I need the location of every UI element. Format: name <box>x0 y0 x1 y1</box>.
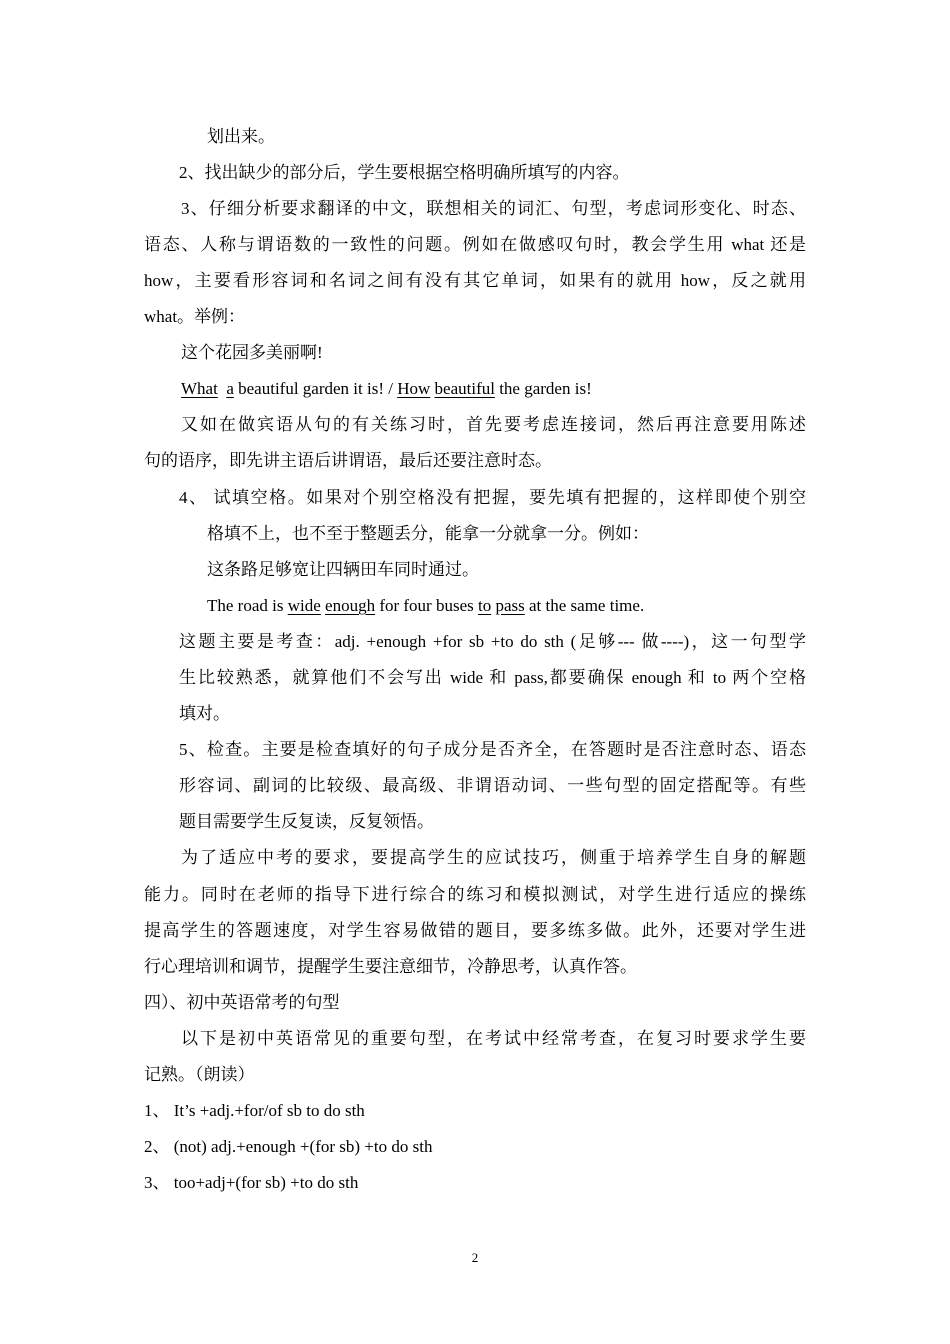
text-line: how，主要看形容词和名词之间有没有其它单词，如果有的就用 how，反之就用 <box>144 271 806 290</box>
text-line: 这个花园多美丽啊! <box>181 343 323 362</box>
example-text: at the same time. <box>524 596 645 615</box>
section-heading: 四）、初中英语常考的句型 <box>144 993 340 1012</box>
text-line: what。举例： <box>144 307 246 326</box>
example-text: The road is <box>207 596 288 615</box>
text-line: 又如在做宾语从句的有关练习时，首先要考虑连接词，然后再注意要用陈述 <box>181 415 806 434</box>
text-line: 行心理培训和调节，提醒学生要注意细节，冷静思考，认真作答。 <box>144 957 637 976</box>
text-line: 4、 试填空格。如果对个别空格没有把握，要先填有把握的，这样即使个别空 <box>179 488 806 507</box>
text-line: 为了适应中考的要求，要提高学生的应试技巧，侧重于培养学生自身的解题 <box>181 848 806 867</box>
text-line: 2、找出缺少的部分后，学生要根据空格明确所填写的内容。 <box>179 163 630 182</box>
blank-answer: pass <box>495 596 525 615</box>
blank-answer: enough <box>325 596 376 615</box>
text-line: 填对。 <box>179 704 230 723</box>
blank-answer: a <box>226 379 234 398</box>
text-line: 题目需要学生反复读，反复领悟。 <box>179 812 434 831</box>
text-line: 以下是初中英语常见的重要句型，在考试中经常考查，在复习时要求学生要 <box>181 1029 806 1048</box>
page-number: 2 <box>471 1250 479 1265</box>
blank-answer: to <box>478 596 492 615</box>
example-text: the garden is! <box>499 379 592 398</box>
text-line: 生比较熟悉，就算他们不会写出 wide 和 pass,都要确保 enough 和 to 两个空格 <box>179 668 806 687</box>
text-line: 语态、人称与谓语数的一致性的问题。例如在做感叹句时，教会学生用 what 还是 <box>144 235 806 254</box>
example-text: beautiful garden it is! / <box>233 379 398 398</box>
text-line: 这条路足够宽让四辆田车同时通过。 <box>207 560 479 579</box>
text-line: 能力。同时在老师的指导下进行综合的练习和模拟测试，对学生进行适应的操练 <box>144 885 806 904</box>
example-sentence-enough <box>207 595 644 617</box>
list-item: 2、 (not) adj.+enough +(for sb) +to do sth <box>144 1137 433 1156</box>
example-sentence-exclamation <box>181 378 592 400</box>
list-item: 1、 It’s +adj.+for/of sb to do sth <box>144 1101 365 1120</box>
list-item: 3、 too+adj+(for sb) +to do sth <box>144 1173 359 1192</box>
blank-answer: wide <box>287 596 321 615</box>
text-line: 提高学生的答题速度，对学生容易做错的题目，要多练多做。此外，还要对学生进 <box>144 921 806 940</box>
example-text: for four buses <box>375 596 478 615</box>
blank-answer: beautiful <box>434 379 495 398</box>
text-line: 划出来。 <box>207 127 275 146</box>
text-line: 5、检查。主要是检查填好的句子成分是否齐全，在答题时是否注意时态、语态 <box>179 740 806 759</box>
text-line: 句的语序，即先讲主语后讲谓语，最后还要注意时态。 <box>144 451 552 470</box>
blank-answer: What <box>181 379 218 398</box>
text-line: 格填不上，也不至于整题丢分，能拿一分就拿一分。例如： <box>207 524 649 543</box>
text-line: 这题主要是考查：adj. +enough +for sb +to do sth (足够--- 做----)，这一句型学 <box>179 632 806 651</box>
text-line: 记熟。（朗读） <box>144 1065 255 1084</box>
text-line: 形容词、副词的比较级、最高级、非谓语动词、一些句型的固定搭配等。有些 <box>179 776 806 795</box>
blank-answer: How <box>397 379 431 398</box>
text-line: 3、仔细分析要求翻译的中文，联想相关的词汇、句型，考虑词形变化、时态、 <box>181 199 806 218</box>
